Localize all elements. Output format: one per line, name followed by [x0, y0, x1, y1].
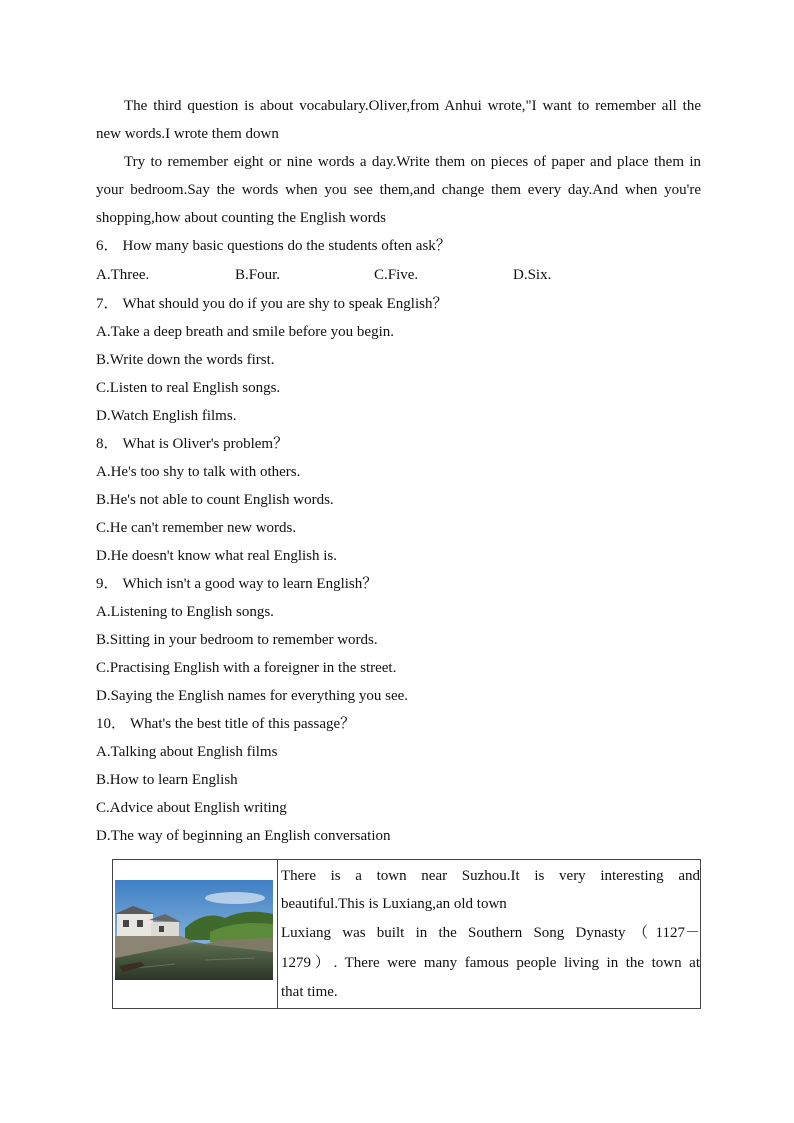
question-text: How many basic questions do the students often ask？	[122, 238, 451, 254]
option-b: B.Write down the words first.	[96, 352, 275, 368]
question-6-options	[96, 260, 701, 290]
option-c: C.He can't remember new words.	[96, 520, 297, 536]
town-canal-photo	[115, 880, 273, 980]
option-d: D.Saying the English names for everything you see.	[96, 688, 409, 704]
question-text: What is Oliver's problem？	[122, 436, 289, 452]
passage-line-1: There is a town near Suzhou.It is very interesting and	[281, 868, 700, 884]
question-number: 7．	[96, 296, 119, 312]
passage-line-2: beautiful.This is Luxiang,an old town	[281, 896, 507, 912]
question-number: 10．	[96, 716, 127, 732]
option-a: A.He's too shy to talk with others.	[96, 464, 301, 480]
option-d: D.Six.	[513, 267, 552, 283]
option-d: D.He doesn't know what real English is.	[96, 548, 337, 564]
question-number: 9．	[96, 576, 119, 592]
option-a: A.Take a deep breath and smile before you begin.	[96, 324, 395, 340]
question-text: Which isn't a good way to learn English？	[122, 576, 378, 592]
option-d: D.Watch English films.	[96, 408, 237, 424]
question-number: 6．	[96, 238, 119, 254]
question-number: 8．	[96, 436, 119, 452]
option-b: B.He's not able to count English words.	[96, 492, 334, 508]
question-6	[96, 232, 701, 260]
option-c: C.Practising English with a foreigner in the street.	[96, 660, 397, 676]
question-9	[96, 570, 701, 598]
option-a: A.Talking about English films	[96, 744, 278, 760]
passage-line-3: Luxiang was built in the Southern Song Dynasty（1127－	[281, 925, 700, 941]
option-c: C.Five.	[374, 267, 419, 283]
passage-table	[112, 859, 701, 1009]
question-7	[96, 290, 701, 318]
worksheet-page	[96, 92, 701, 850]
passage-line-4: 1279）. There were many famous people living in the town at	[281, 955, 700, 971]
option-d: D.The way of beginning an English conversation	[96, 828, 391, 844]
option-b: B.Four.	[235, 267, 281, 283]
image-cell	[113, 860, 278, 1008]
question-text: What should you do if you are shy to speak English？	[122, 296, 448, 312]
option-a: A.Listening to English songs.	[96, 604, 274, 620]
intro-paragraph-2: Try to remember eight or nine words a day.Write them on pieces of paper and place them in your bedroom.Say the words when you see them,and change them every day.And when you're shopping,how about counting the English words	[96, 154, 701, 226]
question-text: What's the best title of this passage？	[130, 716, 356, 732]
question-10	[96, 710, 701, 738]
passage-text-cell	[278, 860, 700, 1008]
option-c: C.Listen to real English songs.	[96, 380, 281, 396]
option-a: A.Three.	[96, 267, 150, 283]
question-8	[96, 430, 701, 458]
option-b: B.How to learn English	[96, 772, 238, 788]
intro-paragraph-1: The third question is about vocabulary.Oliver,from Anhui wrote,"I want to remember all the new words.I wrote them down	[96, 98, 701, 142]
passage-line-5: that time.	[281, 984, 338, 1000]
option-c: C.Advice about English writing	[96, 800, 287, 816]
option-b: B.Sitting in your bedroom to remember words.	[96, 632, 378, 648]
